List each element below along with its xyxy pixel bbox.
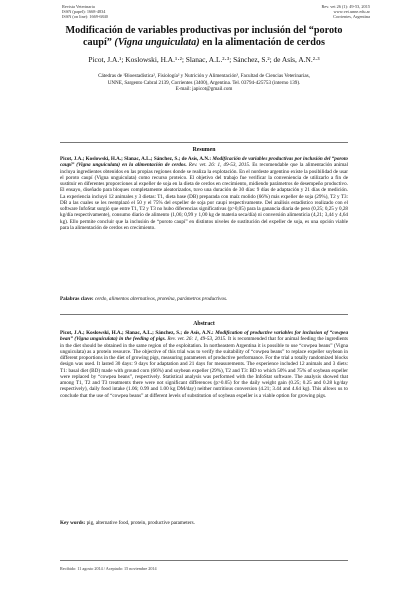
resumen-body: Es recomendable que la alimentación animal incluya ingredientes obtenidos en las propias regiones donde se realiza la explotación. En el nordeste argentino existe la posibilidad de usar el poroto caupí (Vigna unguiculata) como recurso proteico. El objetivo del trabajo fue verificar la conveniencia de utilizarlo a fin de sustituir en diferentes proporciones al expeller de soja en la dieta de cerdos en crecimiento, midiendo parámetros de desempeño productivo. El ensayo, diseñado para bloques completamente aleatorizados, tuvo una duración de 30 días: 9 días de adaptación y 21 días de medición. La experiencia incluyó 12 animales y 3 dietas: T1, dieta base (DB) preparada con maíz molido (66%) más expeller de soja (29%), T2 y T3: DB a las cuales se les reemplazó el 50 y el 75% del expeller de soja por caupí respectivamente. Del análisis estadístico realizado con el software InfoStat surgió que entre T1, T2 y T3 no hubo diferencias significativas (p>0,05) para la ganancia diaria de peso (0,25; 0,25 y 0,28 kg/día respectivamente), consumo diario de alimento (1,06; 0,99 y 1,00 kg de materia seca/día) ni conversión alimenticia (4,21; 3,44 y 4,64 kg). Ello permite concluir que la inclusión de “poroto caupí” en distintos niveles de sustitución del expeller de soja, es una opción viable para la alimentación de cerdos en crecimiento. <box>60 162 348 231</box>
title-line-2-end: en la alimentación de cerdos <box>199 37 325 48</box>
journal-url[interactable]: www.vet.unne.edu.ar <box>333 9 370 15</box>
keywords-en-text: pig, alternative food, protein, productive parameters. <box>85 520 195 526</box>
title-line-1: Modificación de variables productivas por inclusión del “poroto <box>65 25 343 36</box>
title-species: (Vigna unguiculata) <box>114 37 200 48</box>
journal-header-left <box>62 4 108 20</box>
abstract-text <box>60 330 348 399</box>
issn-print: ISSN (papel): 1668-4834 <box>62 9 106 15</box>
keywords-es-text: cerdo, alimentos alternativos, proteína, parámetros productivos. <box>93 296 228 302</box>
abstract-citation-authors: Picot, J.A.; Koslowski, H.A.; Slanac, A.L.; Sánchez, S.; de Asís, A.N.: <box>60 330 214 336</box>
divider-top <box>60 142 348 143</box>
resumen-heading: Resumen <box>192 147 216 153</box>
resumen-citation-ref: Rev. vet. 26: 1, 49-53, 2015. <box>186 162 251 169</box>
received-accepted-dates: Recibido: 11 agosto 2014 / Aceptado: 15 noviembre 2014 <box>60 566 157 571</box>
issn-online: ISSN (on line): 1669-6840 <box>62 14 108 20</box>
keywords-en-label: Key words: <box>60 520 86 526</box>
journal-name: Revista Veterinaria <box>62 4 95 9</box>
divider-bottom <box>60 560 348 561</box>
affiliation <box>55 73 353 93</box>
author-list: Picot, J.A.¹; Koslowski, H.A.¹·²; Slanac, A.L.²·³; Sánchez, S.²; de Asís, A.N.²·³ <box>88 55 320 64</box>
abstract-heading: Abstract <box>193 321 215 327</box>
divider-middle <box>60 314 348 315</box>
article-title <box>50 25 358 49</box>
keywords-es <box>60 296 348 303</box>
title-line-2 <box>50 37 358 49</box>
abstract-body: It is recommended that for animal feeding the ingredients in the diet should be obtained in the same region of the exploitation. In northeastern Argentina it is possible to use “cowpea beans” (Vigna unguiculata) as a protein resource. The objective of this trial was to verify the suitability of “cowpea beans” to replace expeller soybean in different proportions in the diet of growing pigs, measuring parameters of productive performance. For the trial a totally randomized blocks design was used. It lasted 30 days: 9 days for adaptation and 21 days for measurements. The experience included 12 animals and 3 diets: T1: basal diet (BD) made with ground corn (66%) and soybean expeller (29%), T2 and T3: BD to which 50% and 75% of soybean expeller were replaced by “cowpea beans”, respectively. Statistical analysis was performed with the InfoStat software. The analysis showed that among T1, T2 and T3 treatments there were not significant differences (p>0.05) for the daily weight gain (0.25; 0.25 and 0.28 kg/day respectively), daily food intake (1.06; 0.99 and 1.00 kg DM/day) neither nutritious conversion (4.21; 3.44 and 4.64 kg). This allows us to conclude that the use of “cowpea beans” at different levels of substitution of soybean expeller is a viable option for growing pigs. <box>60 336 348 399</box>
journal-header-right <box>321 4 370 20</box>
resumen-citation-authors: Picot, J.A.; Koslowski, H.A.; Slanac, A.L.; Sánchez, S.; de Asís, A.N.: <box>60 156 212 162</box>
resumen-text <box>60 156 348 231</box>
abstract-citation-title: Modification of productive variables for inclusion of “cowpea bean” (Vigna unguiculata) in the feeding of pigs. <box>60 330 349 343</box>
journal-citation: Rev. vet 26 (1): 49-53, 2015 <box>321 4 370 9</box>
title-line-2-start: caupí” <box>83 37 115 48</box>
keywords-en <box>60 520 348 527</box>
affiliation-line-2: UNNE, Sargento Cabral 2139, Corrientes (3400), Argentina. Tel. 03794-425753 (interno 139). <box>107 79 301 86</box>
journal-location: Corrientes, Argentina <box>333 14 370 20</box>
keywords-es-label: Palabras clave: <box>60 296 94 302</box>
affiliation-line-1: Cátedras de ¹Bioestadística², Fisiología² y Nutrición y Alimentación³, Facultad de Ciencias Veterinarias, <box>98 73 310 79</box>
resumen-citation-title: Modificación de variables productivas por inclusión del “poroto caupí” (Vigna unguiculata) en la alimentación de cerdos. <box>60 156 349 169</box>
author-email[interactable]: E-mail: japicot@gmail.com <box>175 86 233 92</box>
abstract-citation-ref: Rev. vet. 26: 1, 49-53, 2015. <box>165 336 227 343</box>
